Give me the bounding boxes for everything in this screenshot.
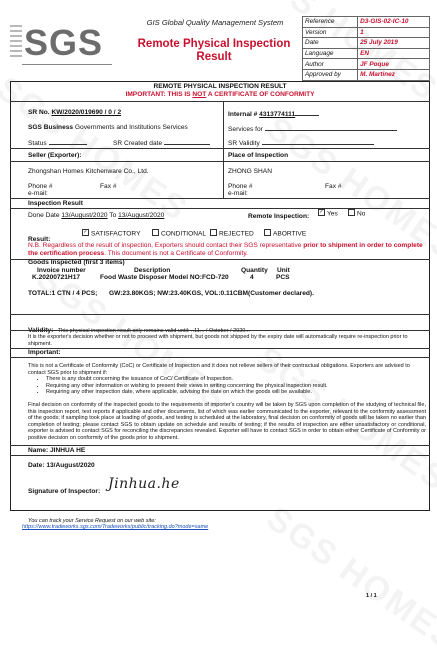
divider	[223, 148, 224, 198]
nb-bold: prior to shipment in order to complete the certification process	[28, 242, 423, 257]
divider	[10, 357, 430, 358]
sr-created	[113, 138, 210, 148]
to-label: To	[109, 212, 117, 219]
warning-not: NOT	[192, 91, 207, 98]
doc-meta-table	[302, 16, 430, 81]
meta-value: D3-GIS-02-IC-10	[358, 17, 430, 28]
done-date	[28, 212, 164, 220]
divider	[10, 101, 430, 102]
important-para2: Final decision on conformity of the inspected goods to the requirements of importer's country will be taken by SGS upon completion of the studying of technical file, this inspection report, test reports if applicable and other documents, list of which was earlier communicated to the exporter, relevant to the conformity assessment of the goods; if sampling took place at loading of goods, and testing is scheduled at the laboratory, final decision on conformity of goods will be taken no earlier than completion of testing; please contact SGS to obtain update on schedule and results of testing; if the results of inspection are either unsatisfactory or conditional, exporter is advised to contact SGS for reconciling the discrepancies revealed. Exporter will have to contact SGS in order to obtain either Certificate of Conformity or positive decision on conformity of the goods prior to shipment.	[28, 401, 426, 441]
yes-label: Yes	[327, 210, 338, 218]
sgs-logo: SGS	[24, 22, 104, 63]
done-label: Done Date	[28, 212, 60, 219]
validity-label: SR Validity	[228, 140, 260, 147]
doc-title-line2: Result	[196, 51, 232, 63]
meta-label: Language	[303, 48, 358, 59]
seller-email: e-mail:	[28, 190, 48, 197]
option-label: ABORTIVE	[273, 230, 307, 238]
seller-phone: Phone #	[28, 183, 53, 190]
meta-value: EN	[358, 48, 430, 59]
divider	[10, 330, 430, 331]
list-item: • Requiring any other information or wishing to present their views in writing concerning the physical inspection result.	[46, 383, 426, 390]
meta-label: Approved by	[303, 69, 358, 80]
banner-title: REMOTE PHYSICAL INSPECTION RESULT	[153, 83, 287, 90]
option-label: CONDITIONAL	[161, 230, 207, 238]
nb-post: . This document is not a Certificate of Conformity.	[104, 250, 248, 257]
checked-icon: ✓	[83, 229, 88, 235]
divider	[10, 455, 430, 456]
services-for	[228, 124, 397, 134]
divider	[10, 348, 430, 349]
goods-description: Food Waste Disposer Model NO:FCD-720	[100, 274, 229, 281]
checkbox-icon	[348, 209, 355, 216]
meta-value: M. Martinez	[358, 69, 430, 80]
warning-post: A CERTIFICATE OF CONFORMITY	[206, 91, 315, 98]
result-satisfactory[interactable]	[82, 230, 140, 238]
remote-yes[interactable]	[318, 210, 338, 218]
result-conditional[interactable]	[152, 230, 206, 238]
remote-inspection-label: Remote Inspection:	[248, 213, 310, 220]
place-email: e-mail:	[228, 190, 248, 197]
col-description: Description	[134, 267, 171, 274]
goods-quantity: 4	[250, 274, 254, 281]
checkbox-icon	[152, 229, 159, 236]
status-label: Status	[28, 140, 47, 147]
goods-weights: GW:23.80KGS; NW:23.40KGS, VOL:0.11CBM(Customer declared).	[109, 290, 314, 297]
sr-number	[28, 109, 121, 117]
divider	[10, 161, 223, 162]
checked-icon: ✓	[319, 209, 324, 215]
meta-value: JF Poque	[358, 59, 430, 70]
validity-text: This physical inspection result only remains valid until: ..11... / October / 2020...	[57, 328, 250, 334]
doc-title	[120, 38, 308, 64]
meta-label: Author	[303, 59, 358, 70]
option-label: REJECTED	[219, 230, 254, 238]
nb-note	[28, 242, 426, 258]
status	[28, 138, 87, 148]
col-unit: Unit	[277, 267, 290, 274]
validity-label: Validity:	[28, 327, 54, 334]
important-body	[28, 363, 426, 442]
inspection-heading: Inspection Result	[28, 200, 83, 207]
seller-heading: Seller (Exporter):	[28, 152, 82, 159]
divider	[10, 148, 430, 149]
page-number: 1 / 1	[366, 593, 377, 599]
seller-fax: Fax #	[100, 183, 117, 190]
remote-no[interactable]	[348, 210, 365, 218]
divider	[10, 445, 430, 446]
list-item: • Requiring any other inspection date, where applicable, advising the date on which the goods will be available.	[46, 389, 426, 396]
warning-pre: IMPORTANT: THIS IS	[125, 91, 193, 98]
sr-label: SR No.	[28, 109, 50, 116]
inspector-name: Name: JINHUA HE	[28, 447, 86, 454]
done-from: 13/August/2020	[61, 212, 108, 219]
meta-label: Reference	[303, 17, 358, 28]
banner-warning	[10, 91, 430, 99]
internal-label: Internal #	[228, 111, 258, 118]
sgs-logo-icon	[10, 22, 22, 62]
result-label: Result:	[28, 236, 51, 243]
result-abortive[interactable]	[264, 230, 306, 238]
col-invoice: Invoice number	[37, 267, 86, 274]
nb-pre: N.B. Regardless of the result of inspection, Exporters should contact their SGS representative	[28, 242, 304, 249]
sr-validity	[228, 138, 374, 148]
list-item: • There is any doubt concerning the issuance of CoC/ Certificate of Inspection.	[46, 376, 426, 383]
business-label: SGS Business	[28, 124, 74, 131]
checkbox-icon	[210, 229, 217, 236]
inspector-signature: Jinhua.he	[108, 476, 180, 492]
important-para1: This is not a Certificate of Conformity (CoC) or Certificate of Inspection and it does not relieve sellers of their contractual obligations. Exporters are advised to contact SGS prior to shipment if:	[28, 363, 410, 376]
goods-unit: PCS	[276, 274, 290, 281]
internal-number	[228, 109, 319, 119]
signature-label: Signature of Inspector:	[28, 488, 101, 495]
important-heading: Important:	[28, 349, 61, 356]
system-name: GIS Global Quality Management System	[146, 18, 284, 27]
done-to: 13/August/2020	[118, 212, 165, 219]
place-heading: Place of Inspection	[228, 152, 289, 159]
sgs-business	[28, 124, 188, 132]
business-value: Governments and Institutions Services	[74, 124, 188, 131]
inspection-date: Date: 13/August/2020	[28, 462, 95, 469]
goods-heading: Goods Inspected (first 3 items)	[28, 259, 125, 266]
seller-name: Zhongshan Homes Kitchenware Co., Ltd.	[28, 168, 149, 175]
place-name: ZHONG SHAN	[228, 168, 272, 175]
doc-title-line1: Remote Physical Inspection	[137, 38, 291, 50]
created-label: SR Created date	[113, 140, 163, 147]
place-fax: Fax #	[325, 183, 342, 190]
option-label: SATISFACTORY	[91, 230, 141, 238]
divider	[10, 314, 430, 315]
watermark	[259, 499, 437, 659]
goods-total: TOTAL:1 CTN / 4 PCS;	[28, 290, 98, 297]
tracking-link[interactable]: https://www.tradeworks.sgs.com/Tradeworks/public/tracking.do?mode=same	[22, 524, 209, 530]
logo-underline	[22, 64, 112, 65]
validity-note: It is the exporter's decision whether or not to proceed with shipment, but goods not shipped by the expiry date will automatically require re-inspection prior to shipment.	[28, 334, 408, 347]
services-label: Services for	[228, 126, 263, 133]
divider	[10, 198, 430, 199]
meta-value: 25 July 2019	[358, 38, 430, 49]
internal-value: 4313774111	[259, 111, 296, 118]
col-quantity: Quantity	[241, 267, 268, 274]
checkbox-icon	[264, 229, 271, 236]
place-phone: Phone #	[228, 183, 253, 190]
divider	[223, 161, 430, 162]
track-text: You can track your Service Request on our web site:	[28, 518, 156, 524]
meta-label: Date	[303, 38, 358, 49]
meta-value: 1	[358, 27, 430, 38]
result-rejected[interactable]	[210, 230, 254, 238]
goods-invoice: K.20200721H17	[32, 274, 81, 281]
no-label: No	[357, 210, 366, 218]
meta-label: Version	[303, 27, 358, 38]
divider	[223, 101, 224, 148]
divider	[10, 208, 430, 209]
important-list	[28, 376, 426, 396]
sr-value: KW/2020/019690 / 0 / 2	[51, 109, 122, 116]
